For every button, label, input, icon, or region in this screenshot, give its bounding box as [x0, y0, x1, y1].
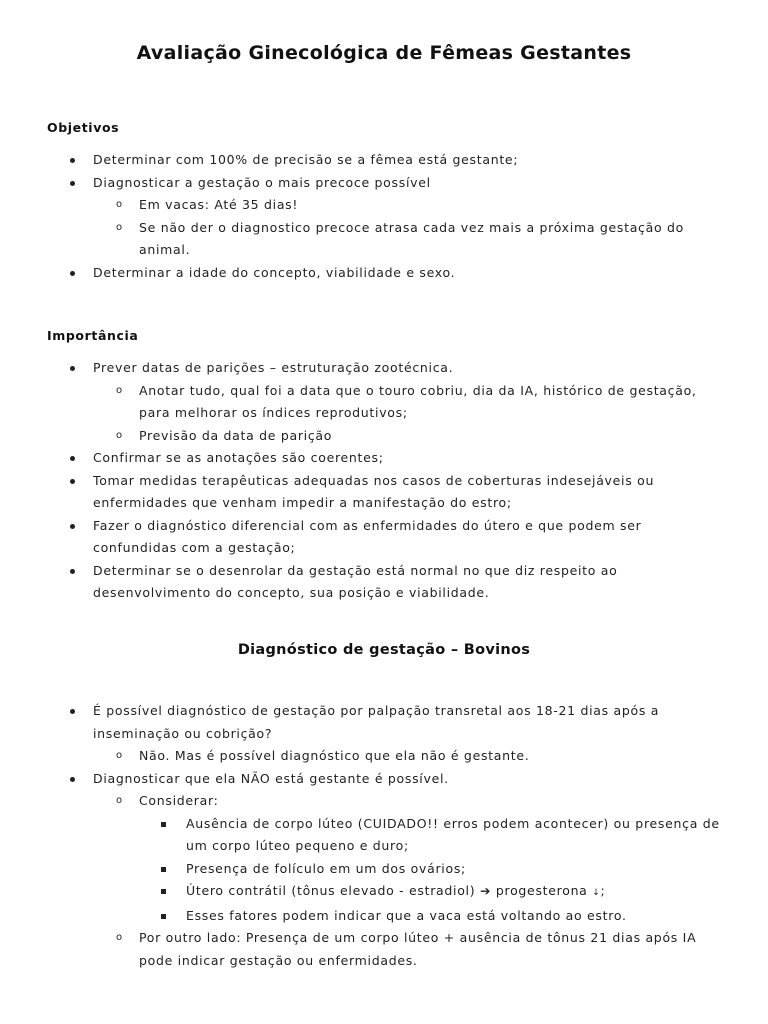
list-item: Determinar a idade do concepto, viabilidade e sexo.	[0, 262, 728, 285]
sub-sub-list-item: Ausência de corpo lúteo (CUIDADO!! erros podem acontecer) ou presença de um corpo lúteo pequeno e duro;	[0, 813, 728, 858]
objetivos-list	[0, 149, 768, 284]
list-item: Tomar medidas terapêuticas adequadas nos casos de coberturas indesejáveis ou enfermidades que venham impedir a manifestação do estro;	[0, 470, 728, 515]
list-item: Diagnosticar que ela NÃO está gestante é possível.	[0, 768, 728, 791]
list-item-text: ;	[600, 883, 606, 898]
section-heading-diagnostico: Diagnóstico de gestação – Bovinos	[237, 642, 531, 658]
right-arrow-icon: ➔	[480, 883, 492, 898]
importancia-list	[0, 357, 768, 605]
sub-sub-list-item: Presença de folículo em um dos ovários;	[0, 858, 728, 881]
list-item: Determinar se o desenrolar da gestação está normal no que diz respeito ao desenvolvimento do concepto, sua posição e viabilidade.	[0, 560, 728, 605]
document-title: Avaliação Ginecológica de Fêmeas Gestantes	[136, 42, 632, 64]
list-item: Prever datas de parições – estruturação zootécnica.	[0, 357, 728, 380]
sub-list-item: o Considerar:	[0, 790, 728, 813]
diagnostico-list	[0, 700, 768, 972]
list-item: Diagnosticar a gestação o mais precoce possível	[0, 172, 728, 195]
list-item-text: progesterona	[495, 883, 588, 898]
list-item: Fazer o diagnóstico diferencial com as enfermidades do útero e que podem ser confundidas com a gestação;	[0, 515, 728, 560]
sub-sub-list-item	[0, 880, 728, 905]
section-heading-importancia: Importância	[47, 328, 139, 343]
sub-list-item: o Anotar tudo, qual foi a data que o touro cobriu, dia da IA, histórico de gestação, para melhorar os índices reprodutivos;	[0, 380, 728, 425]
sub-sub-list-item: Esses fatores podem indicar que a vaca está voltando ao estro.	[0, 905, 728, 928]
list-item: É possível diagnóstico de gestação por palpação transretal aos 18-21 dias após a inseminação ou cobrição?	[0, 700, 728, 745]
list-item: Determinar com 100% de precisão se a fêmea está gestante;	[0, 149, 728, 172]
sub-list-item: o Em vacas: Até 35 dias!	[0, 194, 728, 217]
list-item-text: Útero contrátil (tônus elevado - estradiol)	[186, 883, 476, 898]
list-item: Confirmar se as anotações são coerentes;	[0, 447, 728, 470]
section-heading-objetivos: Objetivos	[47, 120, 120, 135]
sub-list-item: o Se não der o diagnostico precoce atrasa cada vez mais a próxima gestação do animal.	[0, 217, 728, 262]
down-arrow-icon: ↓	[592, 888, 601, 898]
sub-list-item: o Não. Mas é possível diagnóstico que ela não é gestante.	[0, 745, 728, 768]
sub-list-item: o Por outro lado: Presença de um corpo lúteo + ausência de tônus 21 dias após IA pode indicar gestação ou enfermidades.	[0, 927, 728, 972]
sub-list-item: o Previsão da data de parição	[0, 425, 728, 448]
